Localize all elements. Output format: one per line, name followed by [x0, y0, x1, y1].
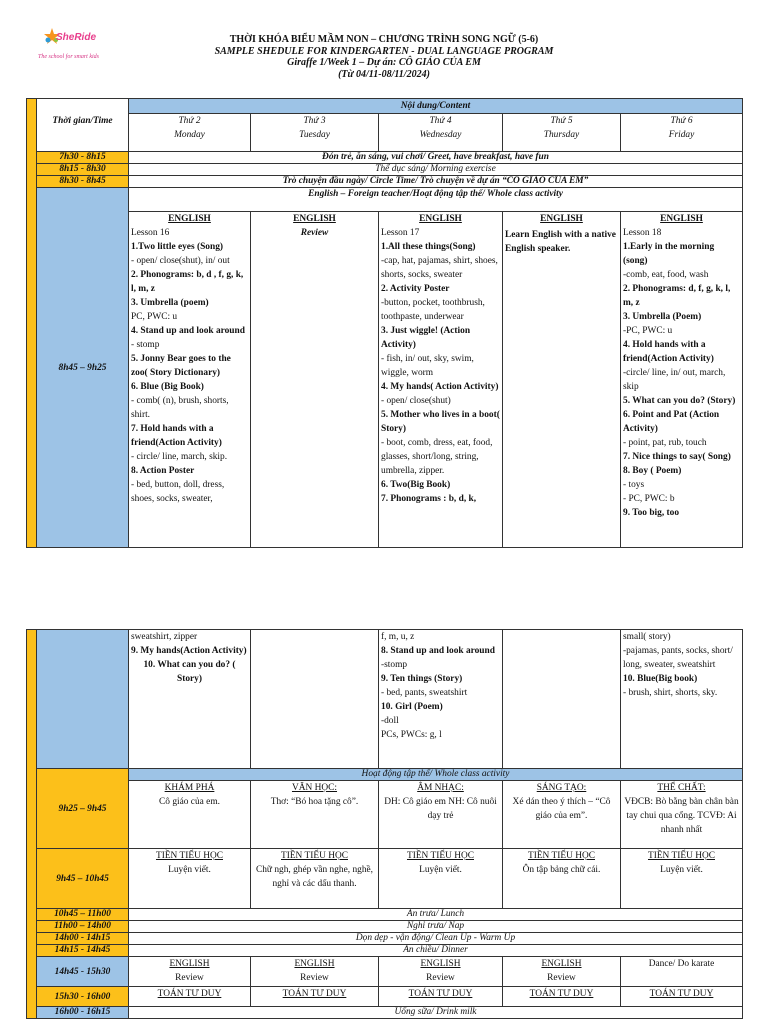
activity-circle-time: Trò chuyện đầu ngày/ Circle Time/ Trò chuyện về dự án “CÔ GIÁO CỦA EM” [129, 176, 743, 188]
lesson-line: Lesson 18 [623, 228, 662, 238]
side-strip [27, 99, 37, 548]
lesson-line: small( story) [623, 632, 671, 642]
lesson-line: - bed, button, doll, dress, shoes, socks, sweater, [131, 480, 225, 504]
lesson-line: -pajamas, pants, socks, short/ long, sweater, sweatshirt [623, 646, 733, 670]
pre-school-cell [379, 849, 503, 909]
english-tuesday: ENGLISH Review [251, 212, 379, 548]
english-review-cell [379, 957, 503, 987]
pre-school-cell [129, 849, 251, 909]
subject-heading: KHÁM PHÁ [164, 783, 215, 793]
activity-morning-exercise: Thể dục sáng/ Morning exercise [129, 164, 743, 176]
lesson-line: -stomp [381, 660, 408, 670]
lesson-line: 5. Mother who lives in a boot( Story) [381, 410, 500, 434]
day-friday: Thứ 6 Friday [621, 114, 743, 152]
lesson-line: -cap, hat, pajamas, shirt, shoes, shorts, socks, sweater [381, 256, 498, 280]
lesson-line: 3. Umbrella (poem) [131, 298, 209, 308]
time-cell: 8h45 – 9h25 [37, 188, 129, 548]
subject-heading: SÁNG TẠO: [536, 783, 587, 793]
lesson-line: - open/ close(shut), in/ out [131, 256, 230, 266]
english-friday: ENGLISH Lesson 18 1.Early in the morning (song) -comb, eat, food, wash 2. Phonograms: d, f, g, k, l, m, z 3. Umbrella (Poem) -PC, PWC: u 4. Hold hands with a friend(Action Activity) -circle/ line, in/ out, march, skip 5. What can you do? (Story) 6. Point and Pat (Action Activity) - point, pat, rub, touch 7. Nice things to say( Song) 8. Boy ( Poem) - toys - PC, PWC: b 9. Too big, too [621, 212, 743, 548]
time-cell: 8h30 - 8h45 [37, 176, 129, 188]
lesson-line: 7. Phonograms : b, d, k, [381, 494, 477, 504]
english-thursday: ENGLISH Learn English with a native English speaker. [503, 212, 621, 548]
side-strip [27, 630, 37, 1019]
logo-brand: SheRide [56, 32, 97, 43]
lesson-line: - stomp [131, 340, 160, 350]
lesson-line: f, m, u, z [381, 632, 415, 642]
subject-heading: ENGLISH [541, 959, 582, 969]
activity-greet: Đón trẻ, ăn sáng, vui chơi/ Greet, have breakfast, have fun [129, 152, 743, 164]
english-monday-continued [129, 630, 251, 769]
lesson-line: 1.Two little eyes (Song) [131, 242, 224, 252]
english-tuesday-continued [251, 630, 379, 769]
english-review-cell [251, 957, 379, 987]
english-review-cell [129, 957, 251, 987]
lesson-line: 10. Blue(Big book) [623, 674, 698, 684]
subject-heading: TIỀN TIỂU HỌC [406, 851, 474, 861]
lesson-line: - PC, PWC: b [623, 494, 675, 504]
lesson-line: -circle/ line, in/ out, march, skip [623, 368, 726, 392]
subject-heading: ÂM NHẠC: [417, 783, 464, 793]
subject-body: Review [547, 973, 576, 983]
time-cell: 14h00 - 14h15 [37, 933, 129, 945]
whole-class-cell [251, 781, 379, 849]
lesson-line: 1.All these things(Song) [381, 242, 476, 252]
subject-body: Luyện viết. [168, 865, 211, 875]
lesson-line: 4. Stand up and look around [131, 326, 245, 336]
lesson-line: - point, pat, rub, touch [623, 438, 707, 448]
week-label: Giraffe 1/Week 1 – Dự án: CÔ GIÁO CỦA EM [287, 57, 481, 68]
lesson-line: 6. Point and Pat (Action Activity) [623, 410, 720, 434]
subject-body: Luyện viết. [419, 865, 462, 875]
math-thinking-cell: TOÁN TƯ DUY [129, 987, 251, 1007]
pre-school-cell [621, 849, 743, 909]
lesson-line: - boot, comb, dress, eat, food, glasses, short/long, string, umbrella, zipper. [381, 438, 493, 476]
english-review-cell [503, 957, 621, 987]
english-wednesday-continued [379, 630, 503, 769]
subject-heading: VĂN HỌC: [291, 783, 338, 793]
title-vn: THỜI KHÓA BIỂU MẦM NON – CHƯƠNG TRÌNH SONG NGỮ (5-6) [229, 34, 539, 45]
time-cell-continued [37, 630, 129, 769]
whole-class-cell [129, 781, 251, 849]
lesson-line: 9. My hands(Action Activity) [131, 646, 247, 656]
time-cell: 14h45 - 15h30 [37, 957, 129, 987]
whole-class-bar: Hoạt động tập thể/ Whole class activity [129, 769, 743, 781]
lesson-line: 9. Ten things (Story) [381, 674, 463, 684]
pre-school-cell [503, 849, 621, 909]
lesson-line: 4. Hold hands with a friend(Action Activity) [623, 340, 714, 364]
subject-heading: TIỀN TIỂU HỌC [155, 851, 223, 861]
title-en: SAMPLE SHEDULE FOR KINDERGARTEN - DUAL LANGUAGE PROGRAM [214, 45, 554, 57]
math-thinking-cell: TOÁN TƯ DUY [379, 987, 503, 1007]
activity-clean-up: Dọn dẹp - vận động/ Clean Up - Warm Up [129, 933, 743, 945]
lesson-line: - brush, shirt, shorts, sky. [623, 688, 718, 698]
time-cell: 15h30 - 16h00 [37, 987, 129, 1007]
subject-heading: ENGLISH [169, 959, 210, 969]
subject-heading: TIỀN TIỂU HỌC [647, 851, 715, 861]
lesson-line: PC, PWC: u [131, 312, 178, 322]
subject-body: Luyện viết. [660, 865, 703, 875]
subject-heading: TIỀN TIỂU HỌC [280, 851, 348, 861]
lesson-line: - comb( (n), brush, shorts, shirt. [131, 396, 229, 420]
time-cell: 11h00 – 14h00 [37, 921, 129, 933]
lesson-line: -PC, PWC: u [623, 326, 673, 336]
document-header [0, 34, 768, 80]
lesson-line: Lesson 17 [381, 228, 420, 238]
lesson-line: -comb, eat, food, wash [623, 270, 709, 280]
math-thinking-cell: TOÁN TƯ DUY [503, 987, 621, 1007]
english-wednesday: ENGLISH Lesson 17 1.All these things(Song) -cap, hat, pajamas, shirt, shoes, shorts, socks, sweater 2. Activity Poster -button, pocket, toothbrush, toothpaste, underwear 3. Just wiggle! (Action Activity) - fish, in/ out, sky, swim, wiggle, worm 4. My hands( Action Activity) - open/ close(shut) 5. Mother who lives in a boot( Story) - boot, comb, dress, eat, food, glasses, short/long, string, umbrella, zipper. 6. Two(Big Book) 7. Phonograms : b, d, k, [379, 212, 503, 548]
activity-drink-milk: Uống sữa/ Drink milk [129, 1007, 743, 1019]
lesson-line: PCs, PWCs: g, l [381, 730, 442, 740]
whole-class-cell [379, 781, 503, 849]
whole-class-cell [503, 781, 621, 849]
subject-heading: THỂ CHẤT: [657, 783, 706, 793]
subject-heading: TIỀN TIỂU HỌC [527, 851, 595, 861]
lesson-line: -doll [381, 716, 399, 726]
lesson-line: 9. Too big, too [623, 508, 680, 518]
lesson-line: sweatshirt, zipper [131, 632, 198, 642]
time-cell: 14h15 - 14h45 [37, 945, 129, 957]
subject-body: Xé dán theo ý thích – “Cô giáo của em”. [512, 797, 611, 821]
schedule-table-page2 [26, 629, 743, 1019]
time-cell: 8h15 - 8h30 [37, 164, 129, 176]
lesson-line: 7. Nice things to say( Song) [623, 452, 731, 462]
time-cell: 9h45 – 10h45 [37, 849, 129, 909]
day-thursday: Thứ 5 Thursday [503, 114, 621, 152]
lesson-line: 8. Boy ( Poem) [623, 466, 682, 476]
english-monday: ENGLISH Lesson 16 1.Two little eyes (Song) - open/ close(shut), in/ out 2. Phonograms: b, d , f, g, k, l, m, z 3. Umbrella (poem) PC, PWC: u 4. Stand up and look around - stomp 5. Jonny Bear goes to the zoo( Story Dictionary) 6. Blue (Big Book) - comb( (n), brush, shorts, shirt. 7. Hold hands with a friend(Action Activity) - circle/ line, march, skip. 8. Action Poster - bed, button, doll, dress, shoes, socks, sweater, [129, 212, 251, 548]
time-header: Thời gian/Time [37, 114, 129, 152]
lesson-line: 3. Umbrella (Poem) [623, 312, 702, 322]
math-thinking-cell: TOÁN TƯ DUY [621, 987, 743, 1007]
subject-heading: ENGLISH [420, 959, 461, 969]
dance-karate-cell: Dance/ Do karate [621, 957, 743, 987]
pre-school-cell [251, 849, 379, 909]
subject-body: Chữ ngh, ghép vần nghe, nghề, nghỉ và các dấu thanh. [255, 865, 374, 889]
subject-body: Cô giáo của em. [159, 797, 220, 807]
time-cell: 9h25 – 9h45 [37, 769, 129, 849]
subject-body: DH: Cô giáo em NH: Cô nuôi dạy trẻ [384, 797, 497, 821]
subject-body: Thơ: “Bó hoa tặng cô”. [270, 797, 359, 807]
lesson-line: 6. Two(Big Book) [381, 480, 451, 490]
lesson-line: 6. Blue (Big Book) [131, 382, 204, 392]
subject-body: Review [300, 973, 329, 983]
english-thursday-continued [503, 630, 621, 769]
subject-body: Review [426, 973, 455, 983]
lesson-line: - bed, pants, sweatshirt [381, 688, 468, 698]
lesson-line: - circle/ line, march, skip. [131, 452, 228, 462]
lesson-line: 8. Stand up and look around [381, 646, 495, 656]
lesson-line: - open/ close(shut) [381, 396, 451, 406]
lesson-line: 10. What can you do? ( Story) [143, 660, 236, 684]
subject-body: Review [175, 973, 204, 983]
subject-heading: ENGLISH [294, 959, 335, 969]
lesson-line: 2. Phonograms: b, d , f, g, k, l, m, z [131, 270, 244, 294]
lesson-line: 3. Just wiggle! (Action Activity) [381, 326, 471, 350]
day-wednesday: Thứ 4 Wednesday [379, 114, 503, 152]
lesson-line: 5. What can you do? (Story) [623, 396, 736, 406]
lesson-line: 2. Activity Poster [381, 284, 450, 294]
content-header: Nội dung/Content [129, 99, 743, 114]
time-cell: 10h45 – 11h00 [37, 909, 129, 921]
subject-body: Ôn tập bảng chữ cái. [522, 865, 601, 875]
lesson-line: - toys [623, 480, 645, 490]
day-tuesday: Thứ 3 Tuesday [251, 114, 379, 152]
time-cell: 16h00 - 16h15 [37, 1007, 129, 1019]
subject-body: VĐCB: Bò bằng bàn chân bàn tay chui qua cổng. TCVĐ: Ai nhanh nhất [624, 797, 739, 835]
whole-class-cell [621, 781, 743, 849]
lesson-line: 1.Early in the morning (song) [623, 242, 715, 266]
lesson-line: -button, pocket, toothbrush, toothpaste, underwear [381, 298, 485, 322]
lesson-line: 7. Hold hands with a friend(Action Activity) [131, 424, 222, 448]
activity-nap: Nghỉ trưa/ Nap [129, 921, 743, 933]
date-range: (Từ 04/11-08/11/2024) [338, 68, 430, 80]
schedule-table-page1 [26, 98, 743, 548]
lesson-line: Lesson 16 [131, 228, 170, 238]
lesson-line: 4. My hands( Action Activity) [381, 382, 499, 392]
math-thinking-cell: TOÁN TƯ DUY [251, 987, 379, 1007]
english-block-bar: English – Foreign teacher/Hoạt động tập thể/ Whole class activity [129, 188, 743, 212]
lesson-line: 5. Jonny Bear goes to the zoo( Story Dictionary) [131, 354, 231, 378]
english-friday-continued [621, 630, 743, 769]
activity-lunch: Ăn trưa/ Lunch [129, 909, 743, 921]
logo-tagline: The school for smart kids [38, 54, 100, 60]
lesson-line: 10. Girl (Poem) [381, 702, 443, 712]
activity-dinner: Ăn chiều/ Dinner [129, 945, 743, 957]
day-monday: Thứ 2 Monday [129, 114, 251, 152]
time-cell: 7h30 - 8h15 [37, 152, 129, 164]
lesson-line: 8. Action Poster [131, 466, 195, 476]
lesson-line: - fish, in/ out, sky, swim, wiggle, worm [381, 354, 474, 378]
lesson-line: 2. Phonograms: d, f, g, k, l, m, z [623, 284, 731, 308]
